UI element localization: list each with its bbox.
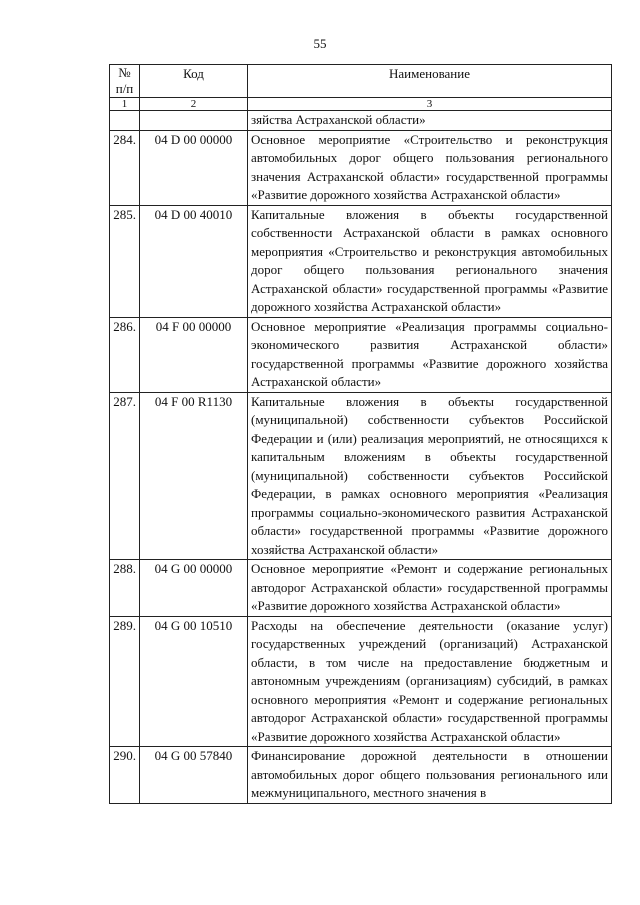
table-row xyxy=(110,616,612,747)
page-number: 55 xyxy=(313,36,327,51)
budget-code-table xyxy=(109,64,612,804)
row-num: 286. xyxy=(110,317,140,392)
table-row xyxy=(110,560,612,617)
row-name: Капитальные вложения в объекты государственной собственности Астраханской области в рамках основного мероприятия «Строительство и реконструкция автомобильных дорог общего пользования регионального значения Астраханской области» государственной программы «Развитие дорожного хозяйства Астраханской области» xyxy=(248,205,612,317)
table-row xyxy=(110,747,612,804)
row-name: Основное мероприятие «Строительство и реконструкция автомобильных дорог общего пользования регионального значения Астраханской области» государственной программы «Развитие дорожного хозяйства Астраханской области» xyxy=(248,130,612,205)
row-code: 04 D 00 00000 xyxy=(140,130,248,205)
table-row xyxy=(110,392,612,560)
row-code: 04 F 00 00000 xyxy=(140,317,248,392)
row-name: Финансирование дорожной деятельности в отношении автомобильных дорог общего пользования регионального или межмуниципального, местного значения в xyxy=(248,747,612,804)
row-name: зяйства Астраханской области» xyxy=(248,111,612,131)
table-header-row xyxy=(110,65,612,98)
table-row xyxy=(110,130,612,205)
header-code: Код xyxy=(140,65,248,98)
header-name: Наименование xyxy=(248,65,612,98)
row-name: Основное мероприятие «Ремонт и содержание региональных автодорог Астраханской области» государственной программы «Развитие дорожного хозяйства Астраханской области» xyxy=(248,560,612,617)
row-num: 290. xyxy=(110,747,140,804)
column-index-row xyxy=(110,98,612,111)
row-num: 289. xyxy=(110,616,140,747)
row-num: 285. xyxy=(110,205,140,317)
row-num: 287. xyxy=(110,392,140,560)
row-name: Расходы на обеспечение деятельности (оказание услуг) государственных учреждений (организаций) Астраханской области, в том числе на предоставление бюджетным и автономным учреждениям (организациям) субсидий, в рамках основного мероприятия «Ремонт и содержание региональных автодорог Астраханской области» государственной программы «Развитие дорожного хозяйства Астраханской области» xyxy=(248,616,612,747)
column-index-2: 2 xyxy=(140,98,248,111)
row-code: 04 G 00 57840 xyxy=(140,747,248,804)
column-index-3: 3 xyxy=(248,98,612,111)
row-code: 04 F 00 R1130 xyxy=(140,392,248,560)
row-code: 04 G 00 00000 xyxy=(140,560,248,617)
row-num xyxy=(110,111,140,131)
row-num: 284. xyxy=(110,130,140,205)
row-code: 04 D 00 40010 xyxy=(140,205,248,317)
table-row xyxy=(110,111,612,131)
table-row xyxy=(110,205,612,317)
column-index-1: 1 xyxy=(110,98,140,111)
row-name: Капитальные вложения в объекты государственной (муниципальной) собственности субъектов Российской Федерации и (или) реализация мероприятий, не относящихся к капитальным вложениям в объекты государственной (муниципальной) собственности субъектов Российской Федерации, в рамках основного мероприятия «Реализация программы социально-экономического развития Астраханской области» государственной программы «Развитие дорожного хозяйства Астраханской области» xyxy=(248,392,612,560)
table-row xyxy=(110,317,612,392)
row-name: Основное мероприятие «Реализация программы социально-экономического развития Астраханской области» государственной программы «Развитие дорожного хозяйства Астраханской области» xyxy=(248,317,612,392)
header-num: № п/п xyxy=(110,65,140,98)
row-num: 288. xyxy=(110,560,140,617)
row-code xyxy=(140,111,248,131)
row-code: 04 G 00 10510 xyxy=(140,616,248,747)
